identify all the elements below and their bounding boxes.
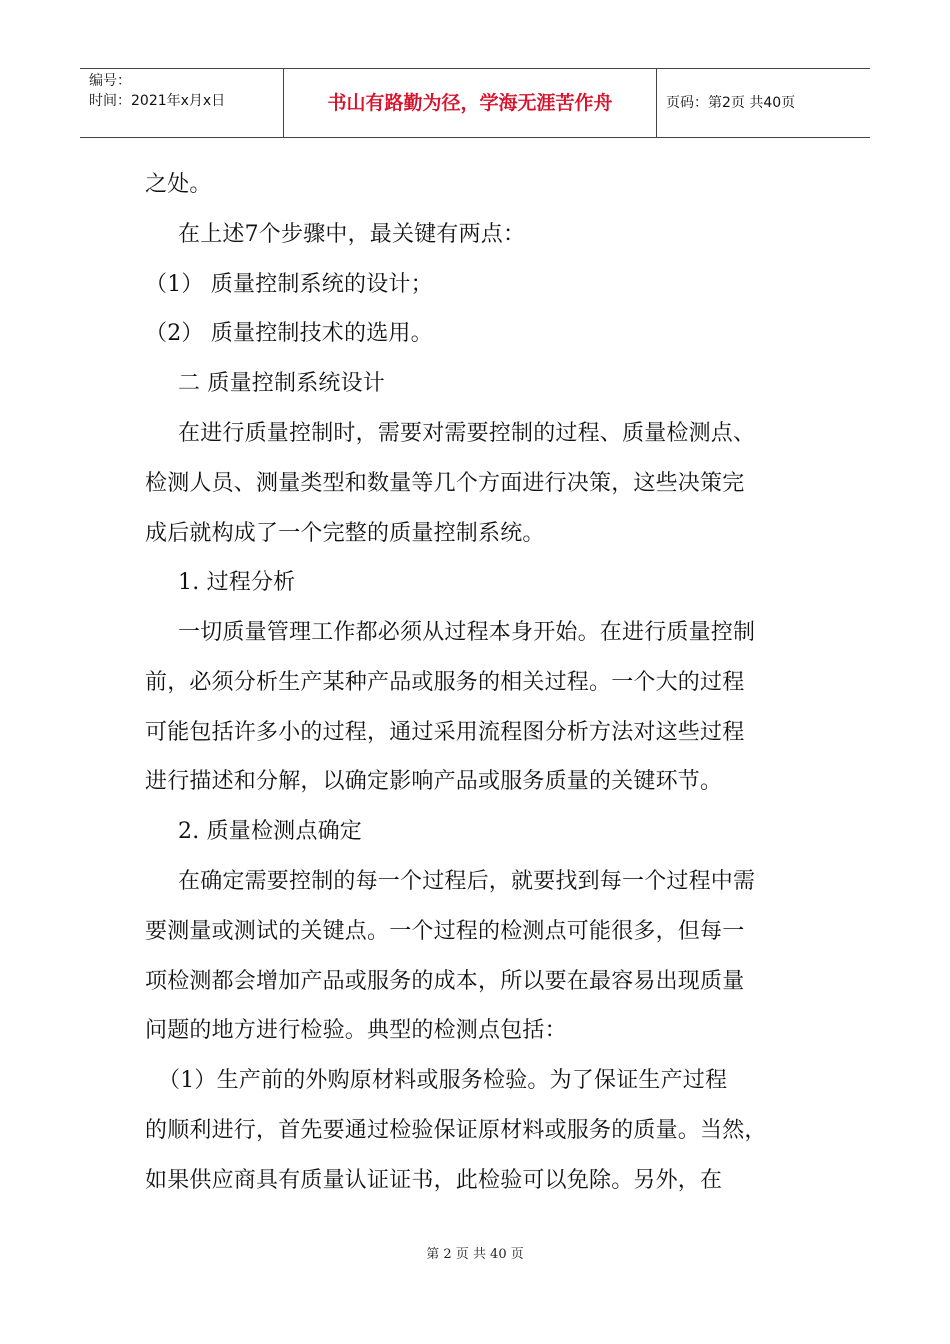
body-line: 一切质量管理工作都必须从过程本身开始。在进行质量控制 (178, 620, 756, 645)
subsection-heading: 2. 质量检测点确定 (178, 819, 362, 844)
body-line: 要测量或测试的关键点。一个过程的检测点可能很多，但每一 (145, 919, 745, 944)
document-number-label: 编号： (89, 73, 131, 89)
body-line: 在上述7个步骤中，最关键有两点： (178, 222, 526, 247)
body-line: 问题的地方进行检验。典型的检测点包括： (145, 1018, 567, 1043)
subsection-heading: 1. 过程分析 (178, 570, 296, 595)
header-motto-cell (283, 69, 657, 137)
document-date-label: 时间：2021年x月x日 (89, 93, 226, 109)
body-line: 可能包括许多小的过程，通过采用流程图分析方法对这些过程 (145, 720, 745, 745)
list-item: （2） 质量控制技术的选用。 (145, 321, 433, 346)
body-line: 检测人员、测量类型和数量等几个方面进行决策，这些决策完 (145, 471, 745, 496)
list-item: （1）生产前的外购原材料或服务检验。为了保证生产过程 (158, 1068, 728, 1093)
header-page-cell (656, 69, 870, 137)
body-line: 成后就构成了一个完整的质量控制系统。 (145, 521, 545, 546)
document-header (80, 68, 870, 138)
body-line: 如果供应商具有质量认证证书，此检验可以免除。另外，在 (145, 1168, 723, 1193)
body-line: 的顺利进行，首先要通过检验保证原材料或服务的质量。当然， (145, 1118, 767, 1143)
header-meta-cell (80, 69, 283, 137)
section-heading: 二 质量控制系统设计 (178, 371, 385, 396)
header-page-code: 页码：第2页 共40页 (666, 95, 796, 111)
list-item: （1） 质量控制系统的设计； (145, 272, 433, 297)
body-line: 之处。 (145, 172, 212, 197)
body-line: 进行描述和分解，以确定影响产品或服务质量的关键环节。 (145, 769, 723, 794)
body-line: 在确定需要控制的每一个过程后，就要找到每一个过程中需 (178, 869, 756, 894)
page-footer: 第 2 页 共 40 页 (426, 1247, 524, 1262)
body-line: 项检测都会增加产品或服务的成本，所以要在最容易出现质量 (145, 969, 745, 994)
header-motto: 书山有路勤为径，学海无涯苦作舟 (327, 92, 613, 114)
body-line: 在进行质量控制时，需要对需要控制的过程、质量检测点、 (178, 421, 756, 446)
body-line: 前，必须分析生产某种产品或服务的相关过程。一个大的过程 (145, 670, 745, 695)
